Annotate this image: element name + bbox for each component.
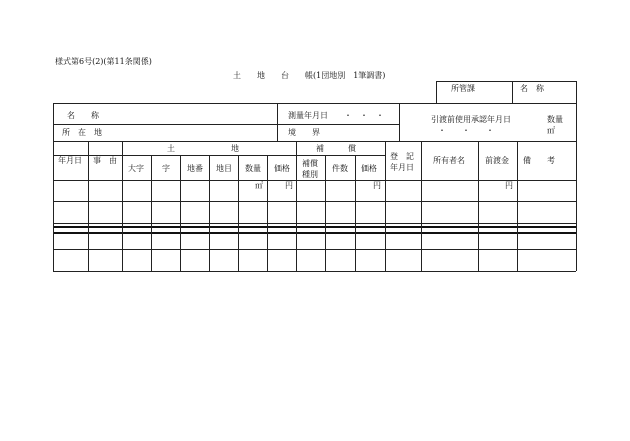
area-label: 数量 (547, 115, 563, 124)
col-oaza: 大字 (128, 164, 144, 173)
boundary-label: 境 界 (288, 128, 320, 137)
col-owner-name: 所有者名 (433, 156, 465, 165)
col-notes: 備 考 (523, 156, 555, 165)
col-compensation-type: 補償 種別 (302, 159, 318, 179)
name-field-label: 名 称 (67, 111, 99, 120)
col-chiban: 地番 (187, 164, 203, 173)
name-label: 名 称 (520, 84, 544, 93)
dept-label: 所管課 (451, 84, 475, 93)
survey-date-value: ・ ・ ・ (344, 111, 384, 120)
col-registry-date: 登 記 年月日 (390, 152, 414, 172)
unit-yen-price: 円 (285, 181, 293, 190)
col-compensation-price: 価格 (361, 164, 377, 173)
col-price: 価格 (274, 164, 290, 173)
col-reason: 事 由 (93, 156, 117, 165)
page-title: 土 地 台 帳(1団地別 1筆調書) (233, 71, 386, 80)
unit-yen-compensation: 円 (373, 181, 381, 190)
group-compensation: 補 償 (316, 144, 356, 153)
col-chimoku: 地目 (216, 164, 232, 173)
col-count: 件数 (332, 164, 348, 173)
transfer-date-value: ・ ・ ・ (438, 126, 494, 135)
col-quantity: 数量 (245, 164, 261, 173)
unit-yen-prepayment: 円 (505, 181, 513, 190)
col-date: 年月日 (58, 156, 82, 165)
col-aza: 字 (162, 164, 170, 173)
location-label: 所 在 地 (62, 128, 102, 137)
col-prepayment: 前渡金 (485, 156, 509, 165)
group-land: 土 地 (167, 144, 239, 153)
survey-date-label: 測量年月日 (288, 111, 328, 120)
transfer-date-label: 引渡前使用承認年月日 (431, 115, 511, 124)
area-unit: ㎡ (547, 126, 555, 135)
form-number: 様式第6号(2)(第11条関係) (55, 57, 152, 66)
unit-sqm: ㎡ (255, 181, 263, 190)
